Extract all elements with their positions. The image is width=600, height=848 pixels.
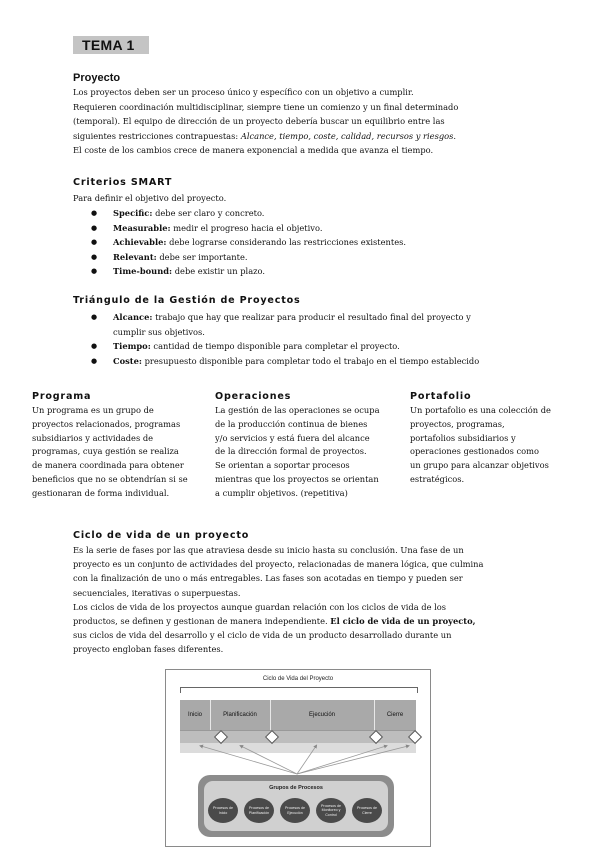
process-groups-title: Grupos de Procesos: [269, 785, 323, 791]
text-line: sus ciclos de vida del desarrollo y el ciclo de vida de un producto desarrollado durante un: [73, 630, 452, 641]
list-item: [91, 339, 479, 354]
text-line: La gestión de las operaciones se ocupa: [215, 405, 380, 415]
diagram-title: Ciclo de Vida del Proyecto: [262, 676, 334, 682]
page-title: TEMA 1: [73, 36, 149, 54]
list-item: [91, 310, 479, 339]
text-line: operaciones gestionados como: [410, 446, 540, 457]
programa-column: [32, 391, 188, 501]
definition-continuation: cumplir sus objetivos.: [113, 326, 205, 337]
text-line: proyectos, programas,: [410, 418, 505, 429]
term: Alcance:: [113, 312, 153, 322]
text-line: un grupo para alcanzar objetivos: [410, 460, 549, 471]
definition: debe existir un plazo.: [172, 266, 265, 277]
smart-heading: Criterios SMART: [73, 177, 173, 188]
text-line: con la finalización de uno o más entregables. Las fases son acotadas en tiempo y pueden ser: [73, 573, 463, 584]
operaciones-column: [215, 391, 380, 501]
triangulo-list: [91, 310, 479, 368]
text-line: Los proyectos deben ser un proceso único y específico con un objetivo a cumplir.: [73, 87, 414, 97]
phase-ejecucion: Ejecución: [308, 712, 335, 718]
ciclo-paragraph: [73, 543, 483, 657]
text-span: productos, se definen y gestionan de manera independiente.: [73, 616, 331, 627]
text-line: Un portafolio es una colección de: [410, 405, 551, 415]
restricciones-italic: Alcance, tiempo, coste, calidad, recursos y riesgos.: [240, 130, 457, 141]
definition: medir el progreso hacia el objetivo.: [170, 222, 323, 233]
text-line: de la dirección formal de proyectos.: [215, 446, 367, 457]
list-item: [91, 250, 406, 265]
text-line: proyecto engloban fases diferentes.: [73, 644, 224, 655]
text-line: a cumplir objetivos. (repetitiva): [215, 487, 348, 498]
text-line: Es la serie de fases por las que atraviesa desde su inicio hasta su conclusión. Una fase de un: [73, 545, 464, 555]
text-line: subsidiarios y actividades de: [32, 432, 154, 443]
process-group-circle: Procesos de Monitoreo y Control: [316, 798, 346, 823]
text-line: programas, cuya gestión se realiza: [32, 446, 179, 457]
list-item: [91, 206, 406, 221]
text-line: de manera coordinada para obtener: [32, 460, 184, 471]
list-item: [91, 235, 406, 250]
term: Measurable:: [113, 222, 171, 233]
text-line: El coste de los cambios crece de manera exponencial a medida que avanza el tiempo.: [73, 145, 434, 156]
process-groups-inner: [204, 781, 388, 831]
bold-span: El ciclo de vida de un proyecto,: [330, 616, 476, 627]
text-line: (temporal). El equipo de dirección de un proyecto debería buscar un equilibrio entre las: [73, 116, 445, 127]
process-groups-box: [198, 775, 394, 837]
triangulo-heading: Triángulo de la Gestión de Proyectos: [73, 295, 301, 306]
process-group-circle: Procesos de Inicio: [208, 798, 238, 823]
process-group-circle: Procesos de Ejecución: [280, 798, 310, 823]
text-line: [73, 614, 483, 628]
phase-planificacion: Planificación: [223, 712, 257, 718]
definition: debe ser claro y concreto.: [152, 208, 265, 218]
text-line: Se orientan a soportar procesos: [215, 460, 350, 471]
term: Tiempo:: [113, 341, 151, 352]
proyecto-paragraph: [73, 85, 458, 158]
definition: trabajo que hay que realizar para producir el resultado final del proyecto y: [152, 312, 471, 322]
definition: presupuesto disponible para completar todo el trabajo en el tiempo establecido: [141, 355, 480, 366]
phase-cierre: Cierre: [386, 712, 404, 718]
text-line: proyecto es un conjunto de actividades del proyecto, relacionadas de manera lógica, que culmina: [73, 559, 484, 570]
term: Coste:: [113, 355, 142, 366]
text-line: portafolios subsidiarios y: [410, 432, 516, 443]
list-item: [91, 354, 479, 369]
definition: debe ser importante.: [156, 251, 248, 262]
text-line: de la producción continua de bienes: [215, 418, 368, 429]
definition: debe lograrse considerando las restricciones existentes.: [166, 237, 407, 248]
list-item: [91, 221, 406, 236]
process-group-circle: Procesos de Planificación: [244, 798, 274, 823]
portafolio-heading: Portafolio: [410, 391, 472, 402]
text-line: Requieren coordinación multidisciplinar, siempre tiene un comienzo y un final determinado: [73, 101, 459, 112]
text-line: estratégicos.: [410, 473, 465, 484]
text-line: beneficios que no se obtendrían si se: [32, 473, 188, 484]
text-line: proyectos relacionados, programas: [32, 418, 181, 429]
programa-heading: Programa: [32, 391, 92, 402]
term: Relevant:: [113, 251, 157, 262]
term: Time-bound:: [113, 266, 173, 277]
text-line: Los ciclos de vida de los proyectos aunque guardan relación con los ciclos de vida de los: [73, 601, 447, 612]
definition: cantidad de tiempo disponible para completar el proyecto.: [150, 341, 400, 352]
ciclo-vida-diagram: [165, 669, 431, 847]
process-group-circle: Procesos de Cierre: [352, 798, 382, 823]
text-line: y/o servicios y está fuera del alcance: [215, 432, 370, 443]
operaciones-heading: Operaciones: [215, 391, 292, 402]
text-line: gestionaran de forma individual.: [32, 487, 170, 498]
list-item: [91, 264, 406, 279]
term: Achievable:: [113, 237, 167, 248]
text-line: Un programa es un grupo de: [32, 405, 154, 415]
text-span: siguientes restricciones contrapuestas:: [73, 130, 241, 141]
smart-list: [91, 206, 406, 279]
text-line: secuenciales, iterativas o superpuestas.: [73, 587, 241, 598]
text-line: mientras que los proyectos se orientan: [215, 473, 379, 484]
ciclo-heading: Ciclo de vida de un proyecto: [73, 530, 250, 541]
proyecto-heading: Proyecto: [73, 72, 121, 84]
term: Specific:: [113, 208, 153, 218]
text-line: [73, 129, 458, 144]
smart-intro: Para definir el objetivo del proyecto.: [73, 193, 227, 203]
portafolio-column: [410, 391, 551, 487]
phase-inicio: Inicio: [187, 712, 202, 718]
